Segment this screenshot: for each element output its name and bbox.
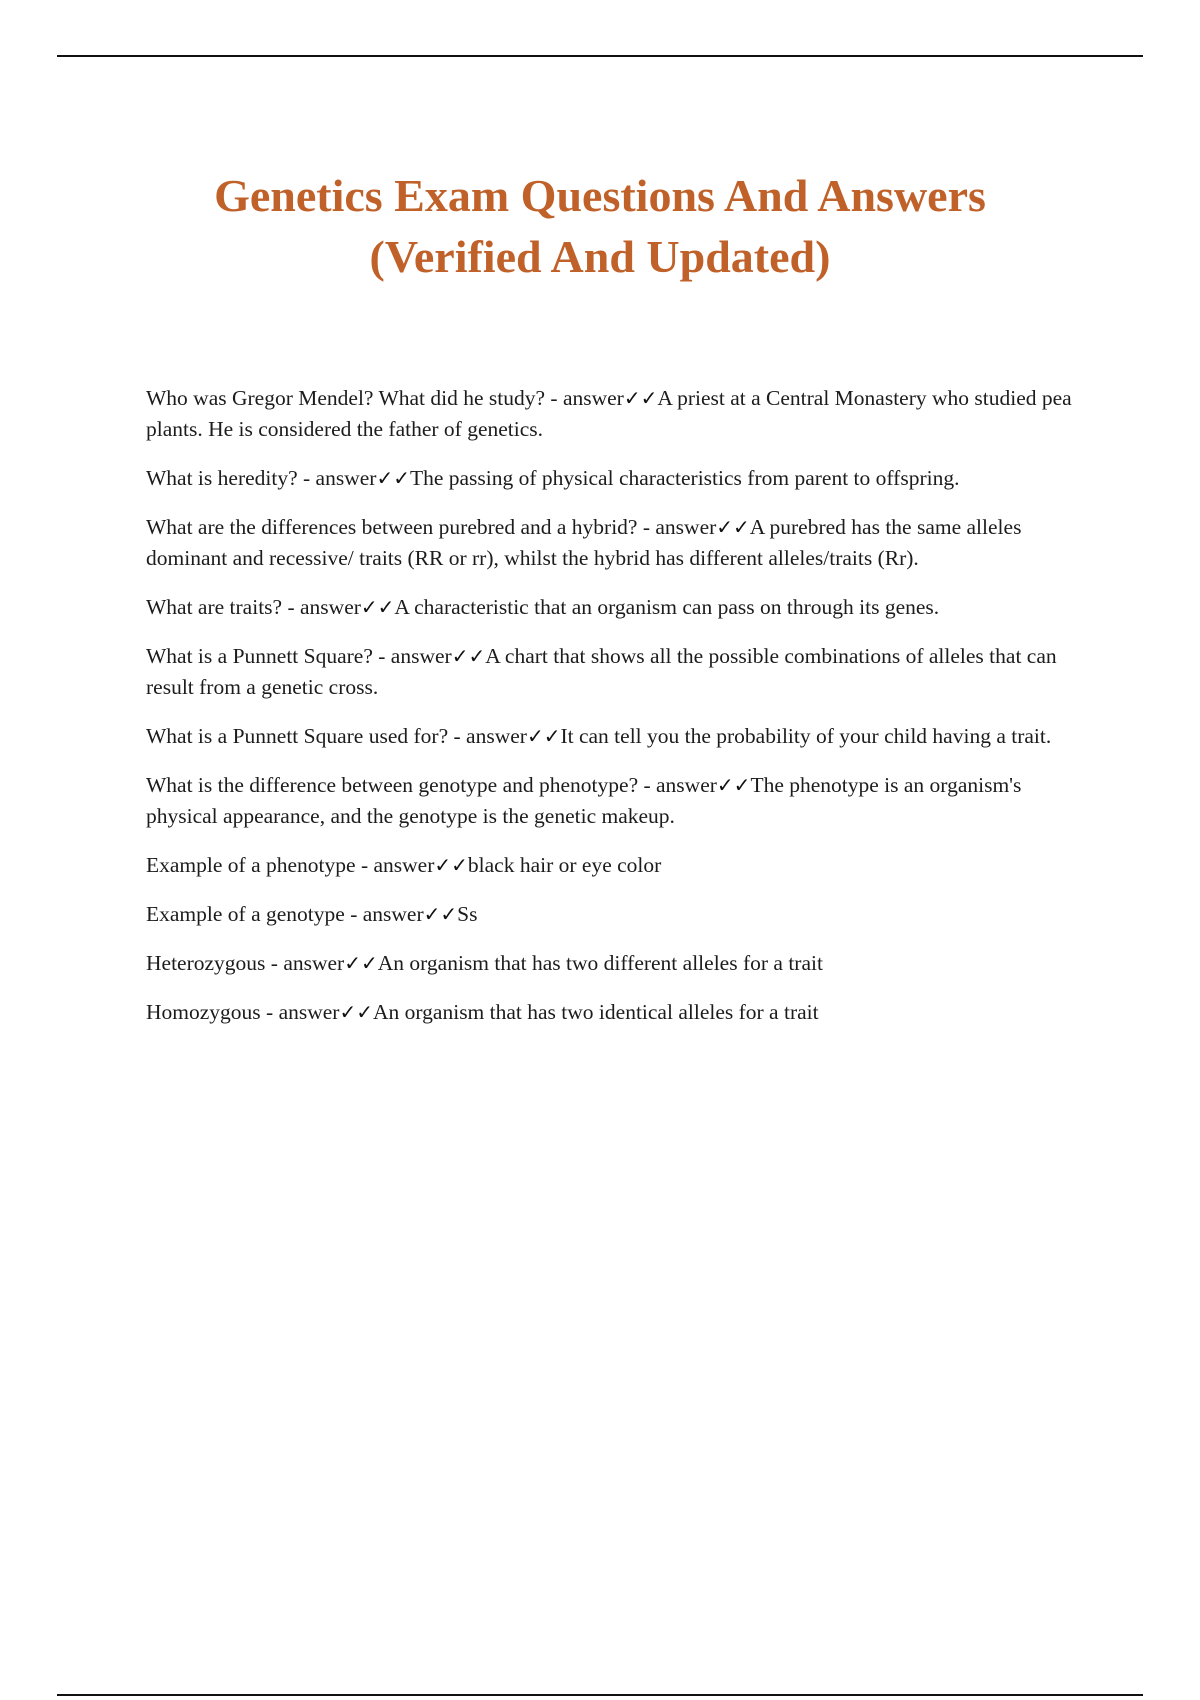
answer-prefix: - answer (372, 644, 452, 668)
check-icon: ✓✓ (376, 466, 410, 490)
check-icon: ✓✓ (716, 515, 750, 539)
check-icon: ✓✓ (451, 644, 486, 668)
qa-item (146, 592, 1096, 623)
answer-text: An organism that has two different alleles for a trait (377, 951, 823, 975)
answer-prefix: - answer (448, 724, 527, 748)
answer-prefix: - answer (638, 773, 717, 797)
question-text: What is a Punnett Square used for? (146, 724, 449, 748)
answer-text: black hair or eye color (467, 853, 662, 877)
question-text: Example of a genotype (146, 902, 345, 926)
check-icon: ✓✓ (360, 595, 395, 619)
qa-item (146, 850, 1096, 881)
qa-item (146, 641, 1096, 703)
answer-text: It can tell you the probability of your child having a trait. (560, 724, 1052, 748)
check-icon: ✓✓ (339, 1000, 373, 1024)
question-text: Example of a phenotype (146, 853, 356, 877)
check-icon: ✓✓ (344, 951, 378, 975)
qa-item (146, 997, 1096, 1028)
bottom-rule (57, 1694, 1143, 1696)
question-text: What is heredity? (146, 466, 298, 490)
answer-prefix: - answer (344, 902, 424, 926)
qa-item (146, 463, 1096, 494)
question-text: What are traits? (146, 595, 283, 619)
question-text: What is a Punnett Square? (146, 644, 373, 668)
answer-prefix: - answer (355, 853, 435, 877)
qa-item (146, 721, 1096, 752)
question-text: What are the differences between purebred and a hybrid? (146, 515, 638, 539)
check-icon: ✓✓ (434, 853, 468, 877)
qa-item (146, 383, 1096, 445)
top-rule (57, 55, 1143, 57)
qa-item (146, 512, 1096, 574)
answer-text: A purebred has the same alleles dominant and recessive/ traits (RR or rr), whilst the hybrid has different alleles/traits (Rr). (146, 515, 1022, 570)
question-text: What is the difference between genotype and phenotype? (146, 773, 639, 797)
answer-prefix: - answer (545, 386, 624, 410)
answer-prefix: - answer (260, 1000, 340, 1024)
check-icon: ✓✓ (623, 386, 658, 410)
question-text: Heterozygous (146, 951, 266, 975)
title-line-1: Genetics Exam Questions And Answers (214, 170, 986, 221)
answer-prefix: - answer (265, 951, 345, 975)
answer-text: A priest at a Central Monastery who studied pea plants. He is considered the father of genetics. (146, 386, 1072, 441)
document-title (100, 165, 1100, 287)
check-icon: ✓✓ (423, 902, 458, 926)
answer-text: Ss (457, 902, 478, 926)
answer-prefix: - answer (637, 515, 717, 539)
check-icon: ✓✓ (526, 724, 561, 748)
question-text: Homozygous (146, 1000, 261, 1024)
answer-prefix: - answer (297, 466, 377, 490)
qa-item (146, 770, 1096, 832)
question-text: Who was Gregor Mendel? What did he study? (146, 386, 546, 410)
qa-list (146, 383, 1096, 1046)
check-icon: ✓✓ (716, 773, 751, 797)
qa-item (146, 948, 1096, 979)
answer-text: A characteristic that an organism can pass on through its genes. (394, 595, 940, 619)
answer-text: The passing of physical characteristics from parent to offspring. (409, 466, 960, 490)
title-line-2: (Verified And Updated) (369, 231, 831, 282)
answer-text: An organism that has two identical alleles for a trait (373, 1000, 819, 1024)
answer-text: A chart that shows all the possible combinations of alleles that can result from a genetic cross. (146, 644, 1057, 699)
qa-item (146, 899, 1096, 930)
answer-prefix: - answer (282, 595, 361, 619)
answer-text: The phenotype is an organism's physical appearance, and the genotype is the genetic makeup. (146, 773, 1022, 828)
